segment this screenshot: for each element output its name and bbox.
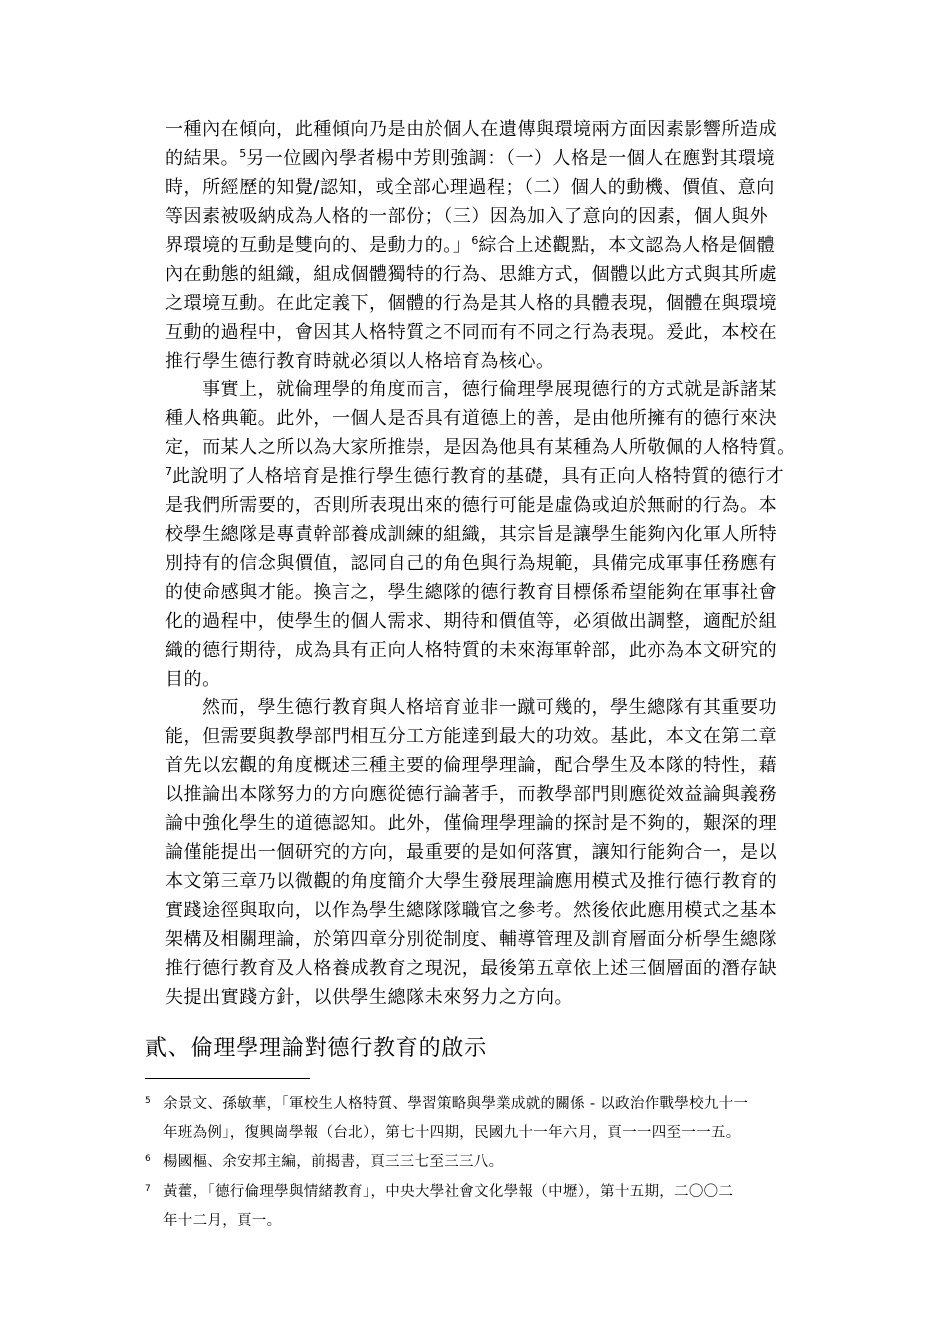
footnote-ref-7: 7 [165,465,172,478]
text-line: 架構及相關理論，於第四章分別從制度、輔導管理及訓育層面分析學生總隊 [165,929,778,950]
text-line: 種人格典範。此外，一個人是否具有道德上的善，是由他所擁有的德行來決 [165,408,778,429]
text-span: 此說明了人格培育是推行學生德行教育的基礎，具有正向人格特質的德行才 [172,466,785,487]
text-line: 首先以宏觀的角度概述三種主要的倫理學理論，配合學生及本隊的特性，藉 [165,755,778,776]
footnote-text: 楊國樞、余安邦主編，前揭書，頁三三七至三三八。 [163,1154,504,1170]
text-line: 失提出實踐方針，以供學生總隊未來努力之方向。 [165,987,574,1008]
text-line: 校學生總隊是專責幹部養成訓練的組織，其宗旨是讓學生能夠內化軍人所特 [165,524,778,545]
text-line: 的使命感與才能。換言之，學生總隊的德行教育目標係希望能夠在軍事社會 [165,582,778,603]
text-line: 互動的過程中，會因其人格特質之不同而有不同之行為表現。爰此，本校在 [165,322,778,343]
text-line [165,236,775,256]
text-line: 等因素被吸納成為人格的一部份；（三）因為加入了意向的因素，個人與外 [165,206,769,227]
section-heading: 貳、倫理學理論對德行教育的啟示 [145,1036,488,1061]
text-line [165,467,784,487]
text-line: 事實上，就倫理學的角度而言，德行倫理學展現德行的方式就是訴諸某 [202,379,778,400]
footnote-ref-5: 5 [239,147,247,160]
text-line: 推行德行教育及人格養成教育之現況，最後第五章依上述三個層面的潛存缺 [165,958,778,979]
footnote-text: 年班為例」，復興崗學報（台北），第七十四期，民國九十一年六月，頁一一四至一一五。 [163,1125,741,1141]
footnote-ref-6: 6 [471,234,479,247]
text-line: 內在動態的組織，組成個體獨特的行為、思維方式，個體以此方式與其所處 [165,264,778,285]
text-line: 之環境互動。在此定義下，個體的行為是其人格的具體表現，個體在與環境 [165,293,778,314]
footnote-text: 黃藿，「德行倫理學與情緒教育」，中央大學社會文化學報（中壢），第十五期，二〇〇二 [163,1184,734,1200]
text-span: 界環境的互動是雙向的、是動力的。」 [165,235,472,256]
text-span: 另一位國內學者楊中芳則強調：（一）人格是一個人在應對其環境 [246,148,776,169]
text-line: 定，而某人之所以為大家所推崇，是因為他具有某種為人所敬佩的人格特質。 [165,437,796,458]
text-span: 的結果。 [165,148,240,169]
text-line: 別持有的信念與價值，認同自己的角色與行為規範，具備完成軍事任務應有 [165,553,778,574]
footnote-text: 余景文、孫敏華，「軍校生人格特質、學習策略與學業成就的關係 - 以政治作戰學校九十一 [163,1096,749,1112]
text-line: 本文第三章乃以微觀的角度簡介大學生發展理論應用模式及推行德行教育的 [165,871,778,892]
text-line: 化的過程中，使學生的個人需求、期待和價值等，必須做出調整，適配於組 [165,611,778,632]
footnote-text: 年十二月，頁一。 [163,1213,282,1229]
footnote-mark: 7 [145,1184,151,1194]
text-line [165,149,775,169]
text-line: 一種內在傾向，此種傾向乃是由於個人在遺傳與環境兩方面因素影響所造成 [165,119,778,140]
text-line: 織的德行期待，成為具有正向人格特質的未來海軍幹部，此亦為本文研究的 [165,640,778,661]
text-line: 論僅能提出一個研究的方向，最重要的是如何落實，讓知行能夠合一，是以 [165,842,778,863]
footnote-mark: 6 [145,1154,151,1164]
text-line: 目的。 [165,669,221,690]
text-line: 實踐途徑與取向，以作為學生總隊隊職官之參考。然後依此應用模式之基本 [165,900,778,921]
text-line: 是我們所需要的，否則所表現出來的德行可能是虛偽或迫於無耐的行為。本 [165,495,778,516]
text-line: 能，但需要與教學部門相互分工方能達到最大的功效。基此，本文在第二章 [165,726,778,747]
text-line: 時，所經歷的知覺/認知，或全部心理過程；（二）個人的動機、價值、意向 [165,177,775,198]
footnote-mark: 5 [145,1096,151,1106]
footnote-separator [145,1078,310,1079]
text-line: 論中強化學生的道德認知。此外，僅倫理學理論的探討是不夠的，艱深的理 [165,813,778,834]
text-line: 推行學生德行教育時就必須以人格培育為核心。 [165,351,555,372]
text-line: 以推論出本隊努力的方向應從德行論著手，而教學部門則應從效益論與義務 [165,784,778,805]
text-span: 綜合上述觀點，本文認為人格是個體 [478,235,776,256]
text-line: 然而，學生德行教育與人格培育並非一蹴可幾的，學生總隊有其重要功 [202,697,778,718]
